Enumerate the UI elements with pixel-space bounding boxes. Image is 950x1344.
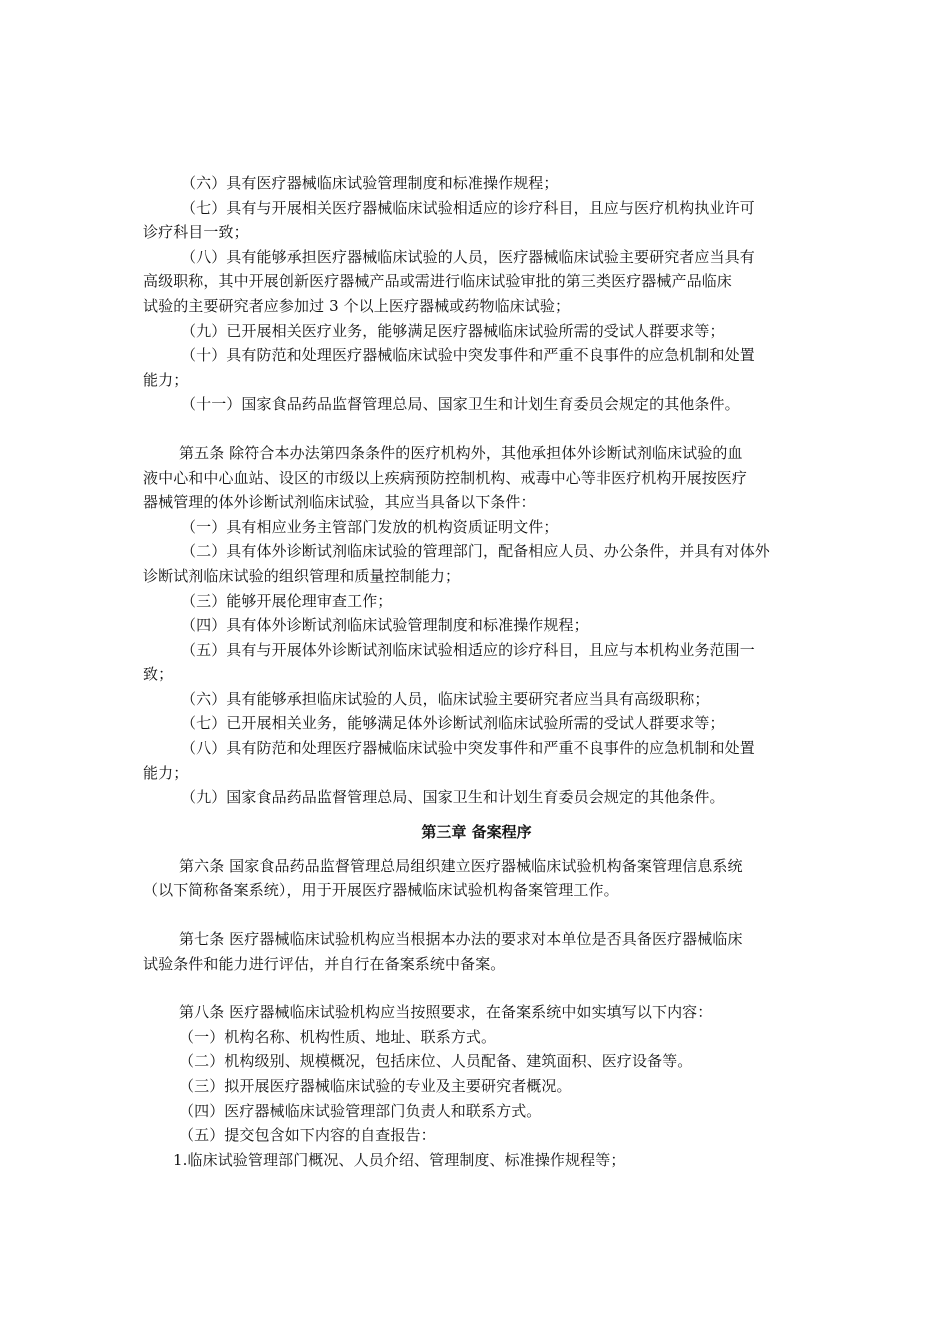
text-line: （十）具有防范和处理医疗器械临床试验中突发事件和严重不良事件的应急机制和处置: [181, 346, 755, 365]
text-line: （以下简称备案系统），用于开展医疗器械临床试验机构备案管理工作。: [143, 881, 619, 900]
text-line: 高级职称，其中开展创新医疗器械产品或需进行临床试验审批的第三类医疗器械产品临床: [143, 272, 732, 291]
article-6-line: 第六条 国家食品药品监督管理总局组织建立医疗器械临床试验机构备案管理信息系统: [179, 856, 743, 875]
text-line: 能力；: [143, 370, 189, 389]
paragraph-gap: [143, 417, 810, 441]
text-line: （五）提交包含如下内容的自查报告：: [179, 1126, 436, 1145]
text-line: 致；: [143, 665, 174, 684]
text-line: （七）已开展相关业务，能够满足体外诊断试剂临床试验所需的受试人群要求等；: [181, 714, 725, 733]
article-7-line: 第七条 医疗器械临床试验机构应当根据本办法的要求对本单位是否具备医疗器械临床: [179, 930, 743, 949]
text-line: （十一）国家食品药品监督管理总局、国家卫生和计划生育委员会规定的其他条件。: [181, 395, 740, 414]
text-line: （九）国家食品药品监督管理总局、国家卫生和计划生育委员会规定的其他条件。: [181, 788, 725, 807]
text-line: （三）拟开展医疗器械临床试验的专业及主要研究者概况。: [179, 1077, 572, 1095]
text-line: （八）具有能够承担医疗器械临床试验的人员，医疗器械临床试验主要研究者应当具有: [181, 247, 755, 266]
text-line: （一）具有相应业务主管部门发放的机构资质证明文件；: [181, 517, 559, 536]
text-line: （六）具有能够承担临床试验的人员，临床试验主要研究者应当具有高级职称；: [181, 689, 710, 708]
text-line: 1.临床试验管理部门概况、人员介绍、管理制度、标准操作规程等；: [173, 1150, 626, 1169]
text-line: （九）已开展相关医疗业务，能够满足医疗器械临床试验所需的受试人群要求等；: [181, 321, 725, 340]
text-line: （五）具有与开展体外诊断试剂临床试验相适应的诊疗科目，且应与本机构业务范围一: [181, 640, 755, 659]
article-8-line: 第八条 医疗器械临床试验机构应当按照要求，在备案系统中如实填写以下内容：: [179, 1003, 713, 1022]
paragraph-gap: [143, 810, 810, 820]
text-line: 诊疗科目一致；: [143, 223, 249, 242]
text-line: （四）医疗器械临床试验管理部门负责人和联系方式。: [179, 1101, 542, 1120]
text-line: 液中心和中心血站、设区的市级以上疾病预防控制机构、戒毒中心等非医疗机构开展按医疗: [143, 468, 748, 487]
text-line: 器械管理的体外诊断试剂临床试验，其应当具备以下条件：: [143, 493, 536, 512]
document-body: [143, 171, 810, 1172]
text-line: （一）机构名称、机构性质、地址、联系方式。: [179, 1027, 497, 1046]
text-line: （二）机构级别、规模概况，包括床位、人员配备、建筑面积、医疗设备等。: [179, 1052, 693, 1071]
text-line: （三）能够开展伦理审查工作；: [181, 591, 393, 610]
chapter-heading: 第三章 备案程序: [421, 822, 532, 841]
paragraph-gap: [143, 844, 810, 854]
text-line: 试验条件和能力进行评估，并自行在备案系统中备案。: [143, 954, 506, 973]
text-line: 能力；: [143, 763, 189, 782]
text-line: 试验的主要研究者应参加过 3 个以上医疗器械或药物临床试验；: [143, 296, 571, 315]
text-line: （四）具有体外诊断试剂临床试验管理制度和标准操作规程；: [181, 616, 589, 635]
paragraph-gap: [143, 976, 810, 1000]
paragraph-gap: [143, 903, 810, 927]
text-line: （二）具有体外诊断试剂临床试验的管理部门，配备相应人员、办公条件，并具有对体外: [181, 542, 770, 561]
text-line: 诊断试剂临床试验的组织管理和质量控制能力；: [143, 566, 461, 585]
text-line: （七）具有与开展相关医疗器械临床试验相适应的诊疗科目，且应与医疗机构执业许可: [181, 198, 755, 217]
text-line: （八）具有防范和处理医疗器械临床试验中突发事件和严重不良事件的应急机制和处置: [181, 739, 755, 758]
article-5-line: 第五条 除符合本办法第四条条件的医疗机构外，其他承担体外诊断试剂临床试验的血: [179, 443, 743, 462]
text-line: （六）具有医疗器械临床试验管理制度和标准操作规程；: [181, 174, 559, 192]
